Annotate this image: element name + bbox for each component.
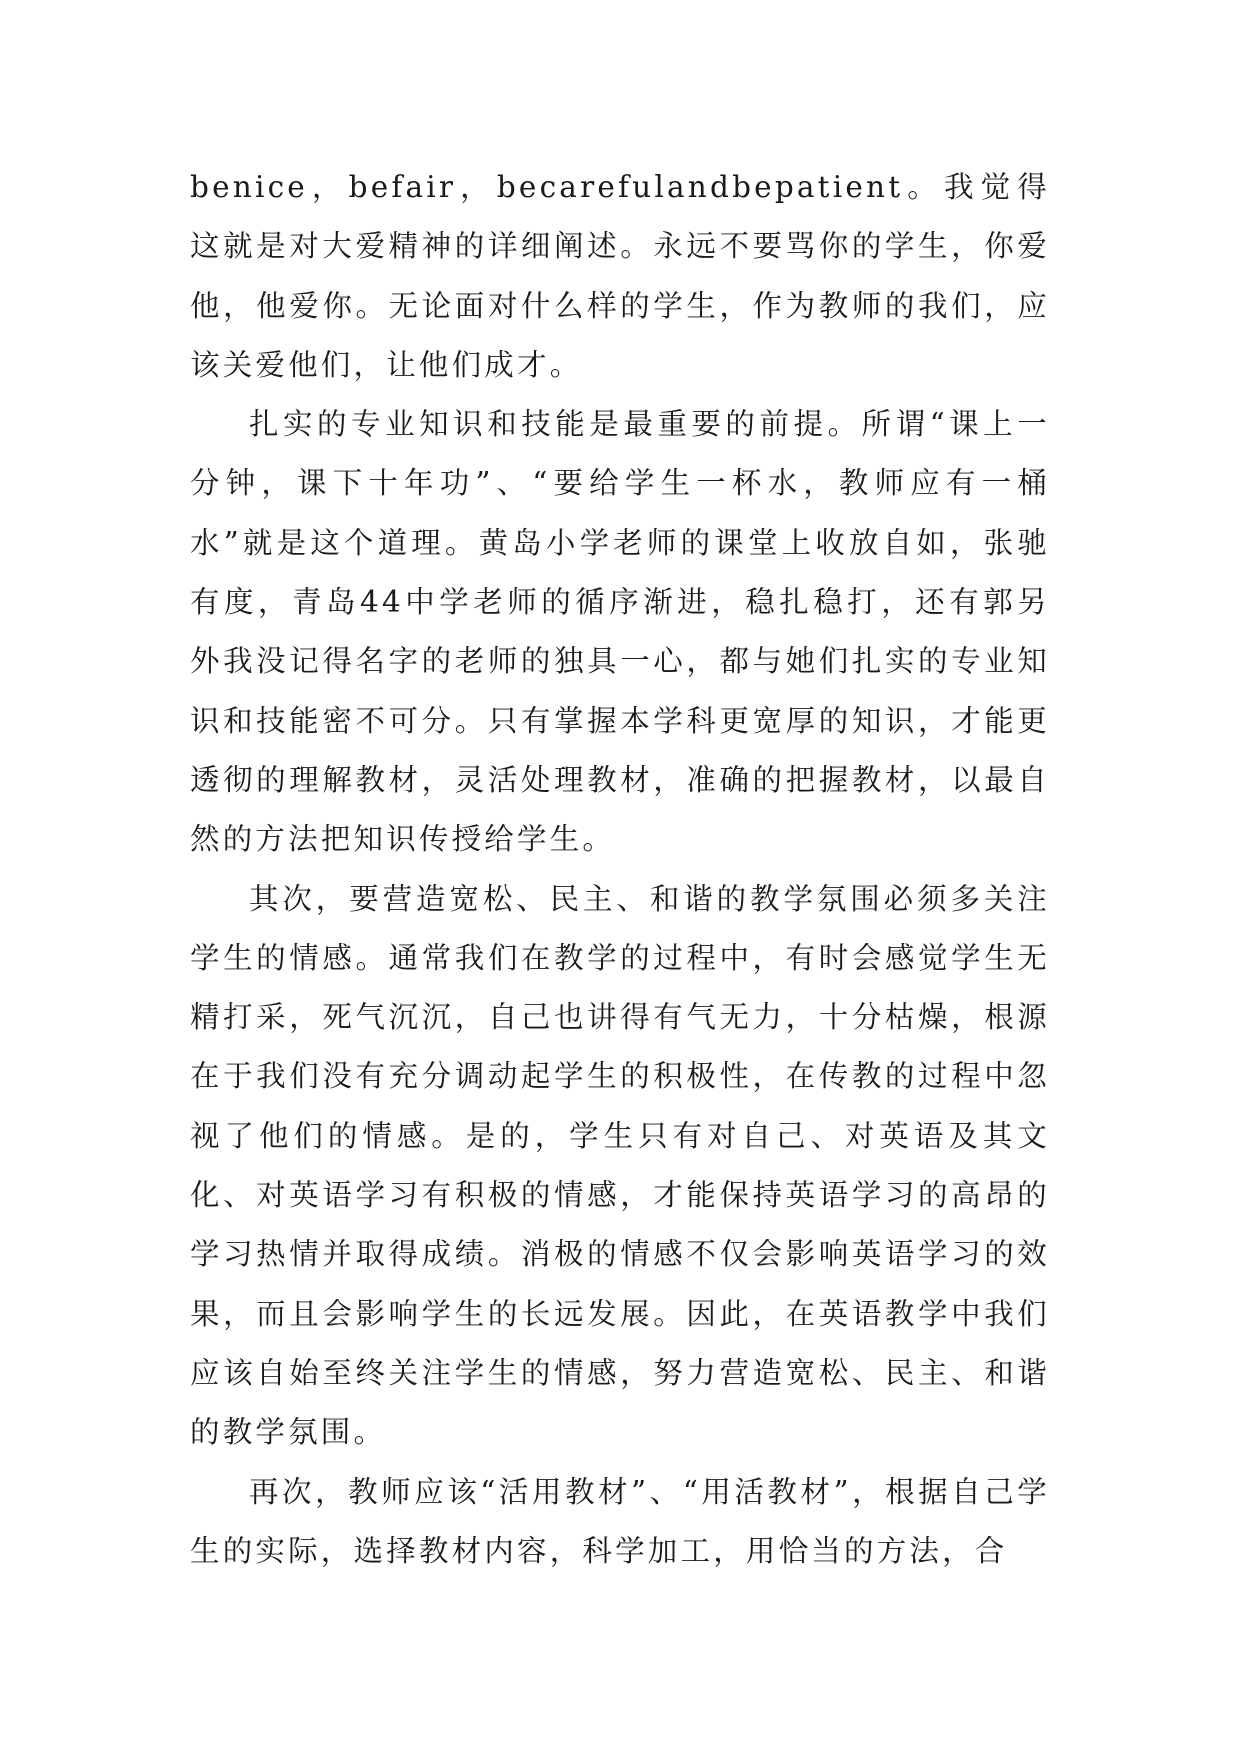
paragraph-4: 再次，教师应该“活用教材”、“用活教材”，根据自己学生的实际，选择教材内容，科学加工，用恰当的方法，合 <box>190 1474 1050 1568</box>
paragraph-1: benice，befair，becarefulandbepatient。我觉得这就是对大爱精神的详细阐述。永远不要骂你的学生，你爱他，他爱你。无论面对什么样的学生，作为教师的我们，应该关爱他们，让他们成才。 <box>190 170 1050 382</box>
paragraph-2: 扎实的专业知识和技能是最重要的前提。所谓“课上一分钟，课下十年功”、“要给学生一杯水，教师应有一桶水”就是这个道理。黄岛小学老师的课堂上收放自如，张驰有度，青岛44中学老师的循序渐进，稳扎稳打，还有郭另外我没记得名字的老师的独具一心，都与她们扎实的专业知识和技能密不可分。只有掌握本学科更宽厚的知识，才能更透彻的理解教材，灵活处理教材，准确的把握教材，以最自然的方法把知识传授给学生。 <box>190 407 1050 857</box>
paragraph-3: 其次，要营造宽松、民主、和谐的教学氛围必须多关注学生的情感。通常我们在教学的过程中，有时会感觉学生无精打采，死气沉沉，自己也讲得有气无力，十分枯燥，根源在于我们没有充分调动起学生的积极性，在传教的过程中忽视了他们的情感。是的，学生只有对自己、对英语及其文化、对英语学习有积极的情感，才能保持英语学习的高昂的学习热情并取得成绩。消极的情感不仅会影响英语学习的效果，而且会影响学生的长远发展。因此，在英语教学中我们应该自始至终关注学生的情感，努力营造宽松、民主、和谐的教学氛围。 <box>190 881 1050 1450</box>
document-body <box>190 158 1050 1581</box>
